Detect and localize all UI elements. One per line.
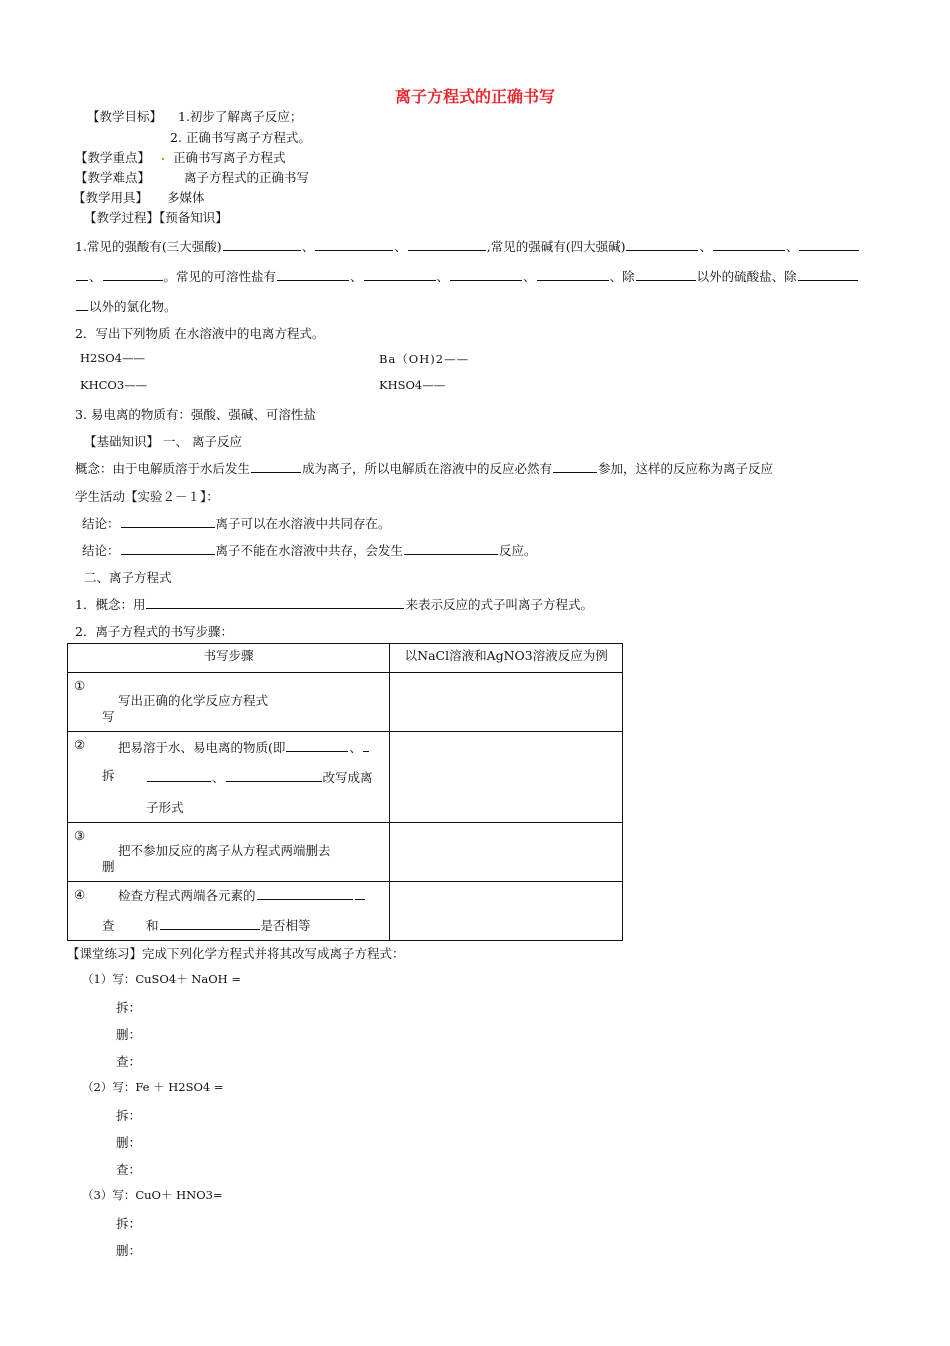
blank[interactable] [121, 553, 215, 555]
tools-label: 【教学用具】 [73, 190, 149, 205]
step-number: ② [74, 737, 86, 752]
step-text-2a: 和 [146, 918, 159, 933]
table-row [68, 673, 623, 732]
practice-2-cha: 查： [116, 1162, 142, 1177]
sep: 、 [301, 239, 315, 254]
blank[interactable] [364, 279, 436, 281]
blank[interactable] [363, 750, 369, 752]
sep: 、 [350, 269, 363, 284]
step-text-1: 把易溶于水、易电离的物质(即 、 [118, 738, 370, 756]
concept-a: 概念：由于电解质溶于水后发生 [75, 461, 251, 476]
practice-2-shan: 删： [116, 1135, 142, 1150]
step-text-2a: 改写成离 [322, 770, 373, 785]
sep: 、 [699, 239, 712, 254]
objectives-label: 【教学目标】 [87, 109, 163, 124]
conclusion-1-text: 离子可以在水溶液中共同存在。 [215, 516, 391, 531]
prep-q1-c: 。常见的可溶性盐有 [163, 269, 277, 284]
objective-2: 2. 正确书写离子方程式。 [170, 130, 311, 145]
example-cell[interactable] [390, 882, 623, 941]
difficulty-label: 【教学难点】 [75, 170, 151, 185]
steps-title: 2．离子方程式的书写步骤： [75, 624, 233, 639]
practice-1: （1）写：CuSO4＋ NaOH = [82, 972, 241, 986]
step-text-1a: 检查方程式两端各元素的 [118, 888, 256, 903]
blank[interactable] [277, 279, 349, 281]
step-text-2 [146, 916, 311, 934]
blank[interactable] [251, 471, 301, 473]
blank[interactable] [799, 249, 859, 251]
step-text-2b: 是否相等 [260, 918, 311, 933]
blank[interactable] [147, 780, 211, 782]
step-verb: 查 [102, 918, 115, 933]
concept-line [75, 459, 773, 477]
blank[interactable] [713, 249, 785, 251]
header-left: 书写步骤 [68, 644, 390, 673]
blank[interactable] [798, 279, 858, 281]
difficulty-text: 离子方程式的正确书写 [184, 170, 310, 185]
eq-khso4: KHSO4—— [379, 378, 446, 392]
step-text-1a: 把易溶于水、易电离的物质(即 [118, 740, 286, 755]
blank[interactable] [636, 279, 696, 281]
blank[interactable] [146, 607, 404, 609]
prep-q1-a: 1.常见的强酸有(三大强酸) [75, 239, 222, 254]
step-text: 写出正确的化学反应方程式 [118, 693, 269, 708]
prep-q3: 3. 易电离的物质有：强酸、强碱、可溶性盐 [75, 407, 316, 422]
prep-q1-line1 [75, 237, 860, 255]
practice-1-chai: 拆： [116, 1000, 142, 1015]
header-right: 以NaCl溶液和AgNO3溶液反应为例 [390, 644, 623, 673]
step-verb: 写 [102, 709, 115, 724]
blank[interactable] [226, 780, 322, 782]
step-cell [68, 673, 389, 731]
step-verb: 删 [102, 859, 115, 874]
eq-h2so4: H2SO4—— [80, 351, 145, 365]
step-cell [68, 823, 389, 881]
eq-baoh2: Ba（OH)2—— [379, 352, 470, 366]
example-cell[interactable] [390, 732, 623, 823]
definition-a: 1．概念：用 [75, 597, 146, 612]
sep: 、 [523, 269, 536, 284]
sep: 、 [436, 269, 450, 284]
prep-q1-line3 [75, 297, 177, 315]
table-row [68, 882, 623, 941]
section-2-heading: 二、离子方程式 [84, 570, 172, 585]
sep: 、 [89, 269, 102, 284]
example-cell[interactable] [390, 823, 623, 882]
step-number: ① [74, 678, 86, 693]
prep-q1-line2 [75, 267, 859, 285]
page-title: 离子方程式的正确书写 [394, 87, 555, 106]
table-row [68, 732, 623, 823]
conclusion-2-text: 离子不能在水溶液中共存，会发生 [215, 543, 404, 558]
practice-1-shan: 删： [116, 1027, 142, 1042]
objective-1: 1.初步了解离子反应； [178, 109, 303, 124]
blank[interactable] [450, 279, 522, 281]
blank[interactable] [257, 898, 353, 900]
tools-text: 多媒体 [167, 190, 205, 205]
blank[interactable] [160, 928, 260, 930]
basic-heading: 【基础知识】 一、 离子反应 [84, 434, 242, 449]
blank[interactable] [626, 249, 698, 251]
practice-2: （2）写：Fe ＋ H2SO4 = [82, 1080, 224, 1094]
blank[interactable] [553, 471, 597, 473]
step-text-2: 、 改写成离 [146, 768, 373, 786]
step-number: ③ [74, 828, 86, 843]
practice-3: （3）写：CuO＋ HNO3= [82, 1188, 223, 1202]
blank[interactable] [355, 898, 365, 900]
blank[interactable] [76, 279, 88, 281]
concept-b: 成为离子，所以电解质在溶液中的反应必然有 [302, 461, 553, 476]
step-verb: 拆 [102, 768, 115, 783]
eq-khco3: KHCO3—— [80, 378, 148, 392]
prep-q1-f: 以外的氯化物。 [89, 299, 177, 314]
step-text-3: 子形式 [146, 800, 184, 815]
key-point-label: 【教学重点】 [75, 150, 151, 165]
blank[interactable] [408, 249, 486, 251]
conclusion-1 [82, 514, 391, 532]
blank[interactable] [404, 553, 498, 555]
prep-q1-e: 以外的硫酸盐、除 [696, 269, 797, 284]
step-text: 把不参加反应的离子从方程式两端删去 [118, 843, 331, 858]
practice-3-chai: 拆： [116, 1216, 142, 1231]
prep-q1-d: 、除 [609, 269, 635, 284]
blank[interactable] [223, 249, 301, 251]
student-activity: 学生活动【实验２－１】： [75, 489, 219, 504]
blank[interactable] [121, 526, 215, 528]
prep-q1-b: ,常见的强碱有(四大强碱) [486, 239, 626, 254]
practice-heading: 【课堂练习】完成下列化学方程式并将其改写成离子方程式： [67, 946, 405, 961]
example-cell[interactable] [390, 673, 623, 732]
step-cell [68, 732, 389, 822]
conclusion-1-label: 结论： [82, 516, 120, 531]
sep: 、 [785, 239, 799, 254]
table-row [68, 823, 623, 882]
blank[interactable] [76, 309, 88, 311]
definition-b: 来表示反应的式子叫离子方程式。 [405, 597, 593, 612]
blank[interactable] [537, 279, 609, 281]
dot-mark [162, 148, 164, 163]
practice-1-cha: 查： [116, 1054, 142, 1069]
conclusion-2 [82, 541, 537, 559]
steps-table [67, 643, 623, 941]
prep-q2: 2．写出下列物质 在水溶液中的电离方程式。 [75, 326, 325, 341]
step-number: ④ [74, 887, 86, 902]
step-text-1 [118, 886, 366, 904]
key-point-text: 正确书写离子方程式 [173, 150, 286, 165]
concept-c: 参加，这样的反应称为离子反应 [598, 461, 774, 476]
blank[interactable] [103, 279, 163, 281]
practice-2-chai: 拆： [116, 1108, 142, 1123]
blank[interactable] [286, 750, 348, 752]
process-label: 【教学过程】【预备知识】 [84, 210, 228, 225]
blank[interactable] [315, 249, 393, 251]
sep: 、 [394, 239, 407, 254]
table-header-row [68, 644, 623, 673]
conclusion-2-end: 反应。 [499, 543, 537, 558]
step-cell [68, 882, 389, 940]
conclusion-2-label: 结论： [82, 543, 120, 558]
definition-line [75, 595, 593, 613]
practice-3-shan: 删： [116, 1243, 142, 1258]
